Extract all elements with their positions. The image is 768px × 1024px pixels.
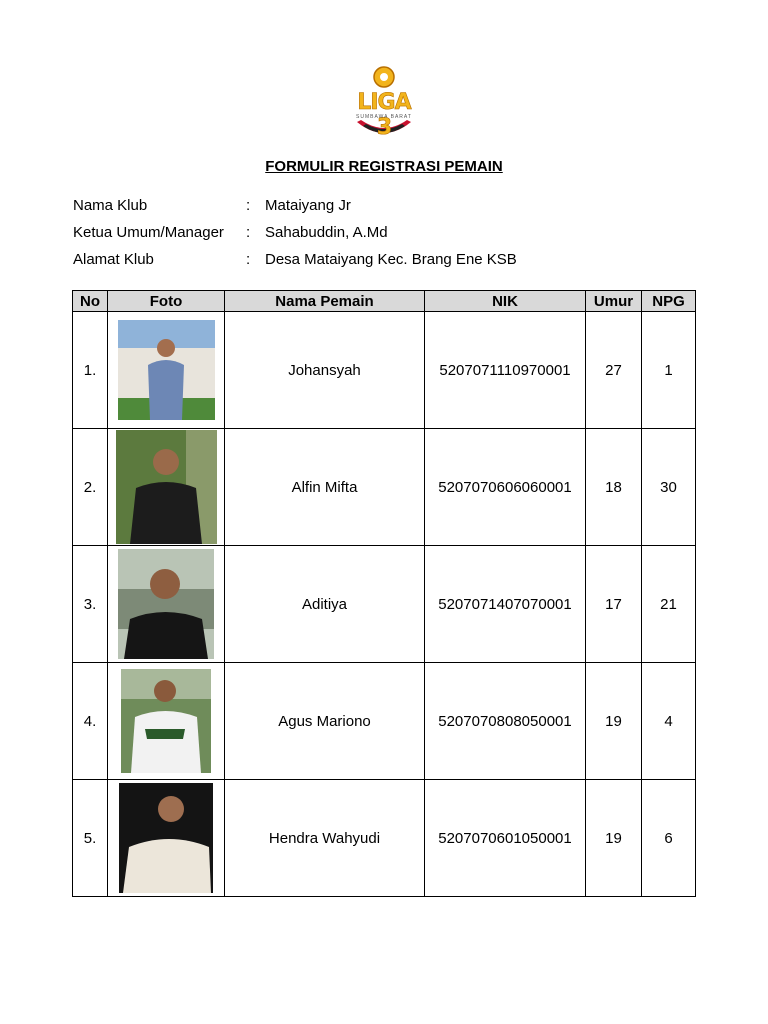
player-photo [118, 320, 215, 420]
info-label: Nama Klub [73, 197, 148, 214]
player-photo [119, 783, 213, 893]
club-info [73, 197, 517, 278]
cell-no: 4. [73, 663, 108, 780]
player-photo [118, 549, 214, 659]
cell-nama: Alfin Mifta [225, 429, 425, 546]
table-row [73, 312, 696, 429]
cell-foto [108, 663, 225, 780]
info-value: Sahabuddin, A.Md [265, 224, 388, 241]
cell-npg: 1 [642, 312, 696, 429]
cell-npg: 4 [642, 663, 696, 780]
table-row [73, 780, 696, 897]
header-nama: Nama Pemain [225, 291, 425, 312]
cell-nik: 5207070606060001 [425, 429, 586, 546]
info-value: Desa Mataiyang Kec. Brang Ene KSB [265, 251, 517, 268]
cell-foto [108, 429, 225, 546]
cell-umur: 17 [586, 546, 642, 663]
cell-umur: 19 [586, 663, 642, 780]
page-title: FORMULIR REGISTRASI PEMAIN [265, 158, 503, 175]
cell-umur: 27 [586, 312, 642, 429]
logo-text: LIGA 3 [357, 90, 411, 140]
cell-foto [108, 312, 225, 429]
cell-nama: Hendra Wahyudi [225, 780, 425, 897]
header-npg: NPG [642, 291, 696, 312]
cell-nik: 5207071110970001 [425, 312, 586, 429]
cell-npg: 21 [642, 546, 696, 663]
cell-no: 5. [73, 780, 108, 897]
cell-nik: 5207070808050001 [425, 663, 586, 780]
info-colon: : [246, 224, 251, 241]
cell-nama: Aditiya [225, 546, 425, 663]
table-header-row [73, 291, 696, 312]
info-value: Mataiyang Jr [265, 197, 351, 214]
cell-foto [108, 780, 225, 897]
cell-umur: 19 [586, 780, 642, 897]
cell-npg: 30 [642, 429, 696, 546]
header-umur: Umur [586, 291, 642, 312]
logo-subtext: SUMBAWA BARAT [356, 114, 412, 120]
table-row [73, 546, 696, 663]
info-colon: : [246, 251, 251, 268]
info-label: Ketua Umum/Manager [73, 224, 224, 241]
liga3-logo [347, 64, 421, 140]
player-table [72, 290, 696, 897]
header-nik: NIK [425, 291, 586, 312]
info-row-manager [73, 224, 517, 251]
info-row-address [73, 251, 517, 278]
header-foto: Foto [108, 291, 225, 312]
player-photo [116, 430, 217, 544]
info-row-club-name [73, 197, 517, 224]
cell-foto [108, 546, 225, 663]
cell-no: 2. [73, 429, 108, 546]
header-no: No [73, 291, 108, 312]
cell-nama: Johansyah [225, 312, 425, 429]
info-label: Alamat Klub [73, 251, 154, 268]
info-colon: : [246, 197, 251, 214]
table-row [73, 429, 696, 546]
cell-nik: 5207071407070001 [425, 546, 586, 663]
cell-umur: 18 [586, 429, 642, 546]
cell-nik: 5207070601050001 [425, 780, 586, 897]
cell-nama: Agus Mariono [225, 663, 425, 780]
cell-npg: 6 [642, 780, 696, 897]
cell-no: 1. [73, 312, 108, 429]
cell-no: 3. [73, 546, 108, 663]
player-photo [121, 669, 211, 773]
table-row [73, 663, 696, 780]
